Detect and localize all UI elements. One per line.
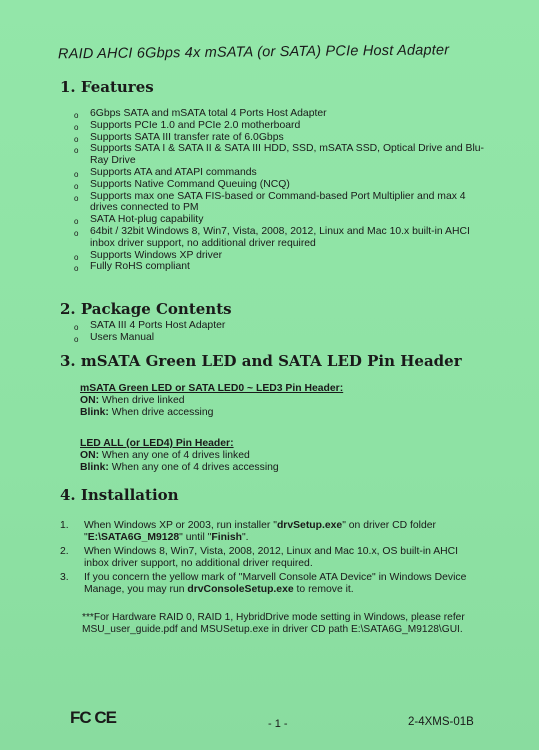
bullet-icon: o [74,264,79,274]
bullet-icon: o [74,146,79,156]
bullet-icon: o [74,228,79,238]
list-item: o Supports Native Command Queuing (NCQ) [74,178,290,191]
features-list [70,108,490,273]
list-item: o SATA Hot-plug capability [74,214,204,227]
list-item: o Fully RoHS compliant [74,261,190,274]
bullet-icon: o [74,323,79,332]
list-item: o Supports ATA and ATAPI commands [74,166,257,179]
led-all-blink-line: Blink: When any one of 4 drives accessing [80,462,279,473]
page-number: - 1 - [268,718,288,730]
led-all-on-line: ON: When any one of 4 drives linked [80,450,250,461]
list-item: o Users Manual [74,331,155,344]
list-item: o Supports Windows XP driver [74,249,223,262]
section-package-heading: 2. Package Contents [60,300,232,318]
led-on-line: ON: When drive linked [80,395,185,406]
fcc-ce-marks: FC CE [70,708,116,727]
led-block-2 [80,438,500,474]
led-header-1: mSATA Green LED or SATA LED0 ~ LED3 Pin Header: [80,383,344,394]
list-item: o 6Gbps SATA and mSATA total 4 Ports Host Adapter [74,108,327,120]
bullet-icon: o [74,252,79,262]
install-steps [60,520,480,598]
list-item: o 64bit / 32bit Windows 8, Win7, Vista, 2008, 2012, Linux and Mac 10.x built-in AHCI inbox driver support, no additional driver required [74,225,470,249]
bullet-icon: o [74,111,79,120]
list-item: 3. If you concern the yellow mark of "Marvell Console ATA Device" in Windows Device Manage, you may run drvConsoleSetup.exe to remove it. [60,572,467,595]
list-item: 2. When Windows 8, Win7, Vista, 2008, 2012, Linux and Mac 10.x, OS built-in AHCI inbox driver support, no additional driver required. [60,546,459,569]
list-item: o Supports SATA I & SATA II & SATA III HDD, SSD, mSATA SSD, Optical Drive and Blu-Ray Drive [74,143,484,167]
list-item: 1. When Windows XP or 2003, run installer "drvSetup.exe" on driver CD folder "E:\SATA6G_M9128" until "Finish". [60,520,436,543]
section-features-heading: 1. Features [60,78,154,96]
document-code: 2-4XMS-01B [408,716,474,728]
bullet-icon: o [74,169,79,179]
bullet-icon: o [74,134,79,144]
bullet-icon: o [74,334,79,344]
package-list [70,320,490,344]
bullet-icon: o [74,122,79,132]
list-item: o Supports PCIe 1.0 and PCIe 2.0 motherboard [74,119,301,132]
bullet-icon: o [74,181,79,191]
list-item: o Supports SATA III transfer rate of 6.0Gbps [74,131,284,144]
raid-note: ***For Hardware RAID 0, RAID 1, HybridDrive mode setting in Windows, please refer MSU_user_guide.pdf and MSUSetup.exe in driver CD path E:\SATA6G_M9128\GUI. [82,612,465,635]
led-block-1 [80,383,500,419]
bullet-icon: o [74,217,79,227]
list-item: o SATA III 4 Ports Host Adapter [74,320,226,332]
section-install-heading: 4. Installation [60,486,179,504]
document-title: RAID AHCI 6Gbps 4x mSATA (or SATA) PCIe Host Adapter [57,42,450,63]
led-blink-line: Blink: When drive accessing [80,407,214,418]
bullet-icon: o [74,193,79,203]
led-header-2: LED ALL (or LED4) Pin Header: [80,438,234,449]
section-led-heading: 3. mSATA Green LED and SATA LED Pin Header [60,352,462,370]
list-item: o Supports max one SATA FIS-based or Command-based Port Multiplier and max 4 drives connected to PM [74,190,466,214]
